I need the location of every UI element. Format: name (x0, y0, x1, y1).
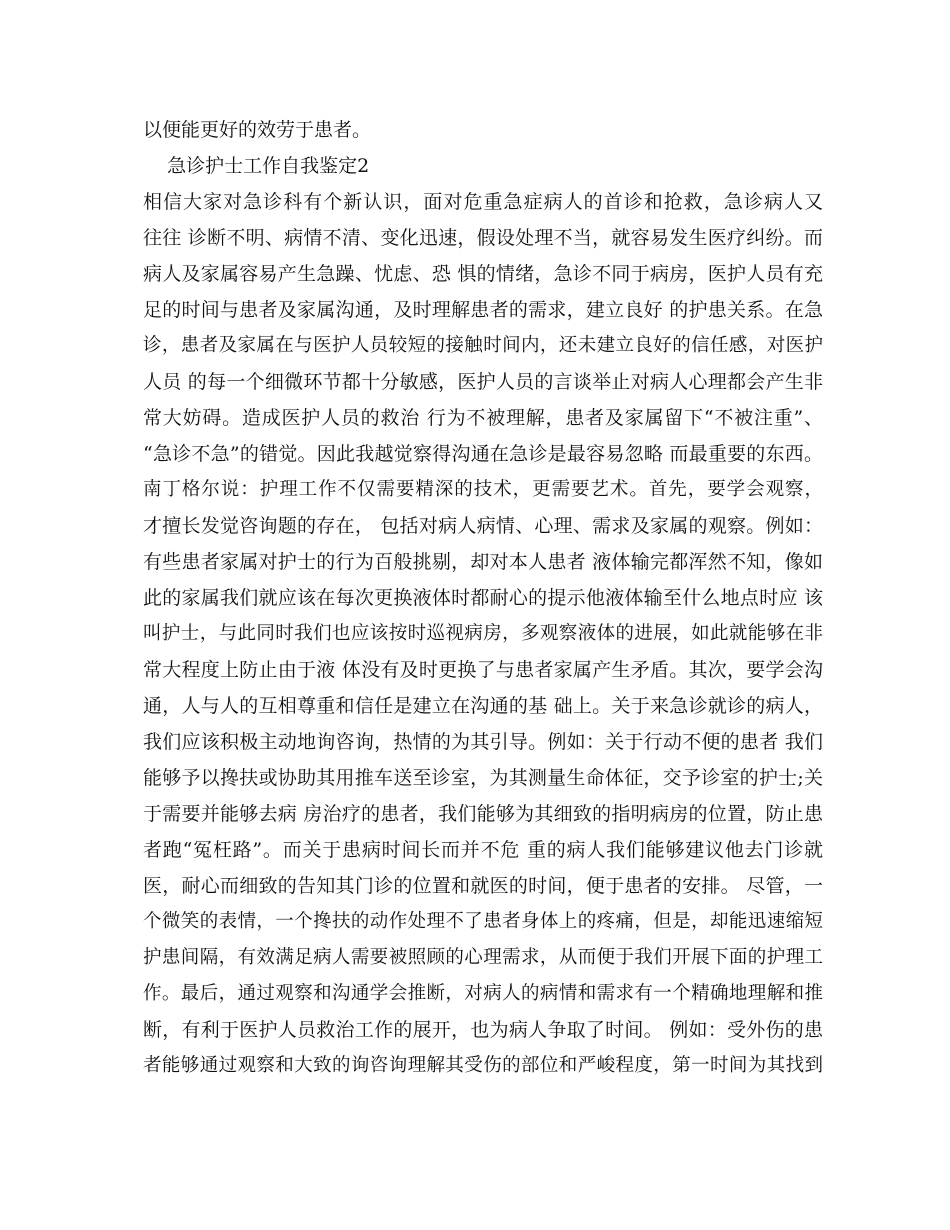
text-line: 护患间隔，有效满足病人需要被照顾的心理需求，从而便于我们开展下面的护理工 (143, 947, 823, 968)
text-line: 断，有利于医护人员救治工作的展开，也为病人争取了时间。 例如：受外伤的患 (143, 1019, 823, 1041)
text-line: 者跑“冤枉路”。而关于患病时间长而并不危 重的病人我们能够建议他去门诊就 (143, 839, 823, 861)
text-line: 往往 诊断不明、病情不清、变化迅速，假设处理不当，就容易发生医疗纠纷。而 (143, 227, 823, 249)
text-line: 能够予以搀扶或协助其用推车送至诊室，为其测量生命体征，交予诊室的护士;关 (143, 767, 823, 789)
text-line: 南丁格尔说：护理工作不仅需要精深的技术，更需要艺术。首先，要学会观察， (143, 479, 823, 500)
text-line: 相信大家对急诊科有个新认识，面对危重急症病人的首诊和抢救，急诊病人又 (143, 191, 823, 213)
text-line: 病人及家属容易产生急躁、忧虑、恐 惧的情绪，急诊不同于病房，医护人员有充 (143, 263, 823, 285)
text-line: 个微笑的表情，一个搀扶的动作处理不了患者身体上的疼痛，但是，却能迅速缩短 (143, 911, 823, 932)
text-line: 人员 的每一个细微环节都十分敏感，医护人员的言谈举止对病人心理都会产生非 (143, 371, 823, 393)
text-line: 常大妨碍。造成医护人员的救治 行为不被理解，患者及家属留下“不被注重”、 (143, 407, 823, 429)
text-line: 足的时间与患者及家属沟通，及时理解患者的需求，建立良好 的护患关系。在急 (143, 299, 823, 321)
text-line: 作。最后，通过观察和沟通学会推断，对病人的病情和需求有一个精确地理解和推 (143, 983, 823, 1004)
text-line: 医，耐心而细致的告知其门诊的位置和就医的时间，便于患者的安排。 尽管，一 (143, 875, 823, 897)
text-line: 我们应该积极主动地询咨询，热情的为其引导。例如：关于行动不便的患者 我们 (143, 731, 823, 753)
text-line: “急诊不急”的错觉。因此我越觉察得沟通在急诊是最容易忽略 而最重要的东西。 (143, 443, 823, 465)
text-line: 此的家属我们就应该在每次更换液体时都耐心的提示他液体输至什么地点时应 该 (143, 587, 823, 609)
text-line: 常大程度上防止由于液 体没有及时更换了与患者家属产生矛盾。其次，要学会沟 (143, 659, 823, 681)
text-line: 急诊护士工作自我鉴定2 (143, 155, 370, 177)
document-body (143, 112, 823, 1084)
text-line: 通，人与人的互相尊重和信任是建立在沟通的基 础上。关于来急诊就诊的病人， (143, 695, 823, 717)
text-line: 者能够通过观察和大致的询咨询理解其受伤的部位和严峻程度，第一时间为其找到 (143, 1055, 823, 1076)
text-line: 于需要并能够去病 房治疗的患者，我们能够为其细致的指明病房的位置，防止患 (143, 803, 823, 825)
text-line: 诊，患者及家属在与医护人员较短的接触时间内，还未建立良好的信任感，对医护 (143, 335, 823, 356)
text-line: 以便能更好的效劳于患者。 (143, 119, 372, 141)
text-line: 有些患者家属对护士的行为百般挑剔，却对本人患者 液体输完都浑然不知，像如 (143, 551, 823, 573)
text-line: 叫护士，与此同时我们也应该按时巡视病房，多观察液体的进展，如此就能够在非 (143, 623, 823, 644)
text-line: 才擅长发觉咨询题的存在， 包括对病人病情、心理、需求及家属的观察。例如： (143, 515, 823, 537)
